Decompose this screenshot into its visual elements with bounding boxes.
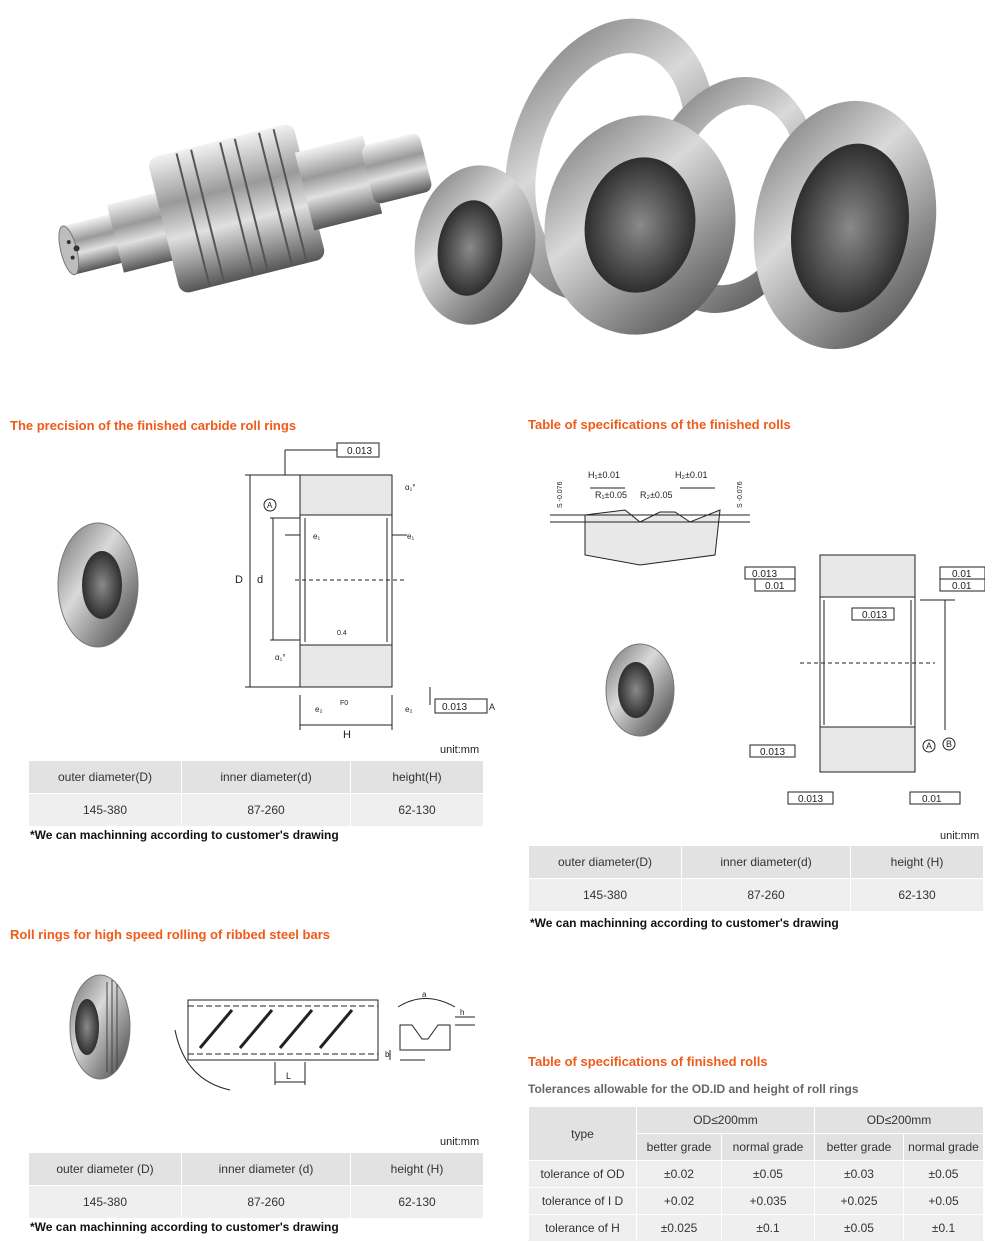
datum-a2: A [926, 741, 933, 751]
table-cell: 145-380 [529, 879, 682, 912]
table-cell: +0.025 [815, 1188, 904, 1215]
table-header: height(H) [351, 761, 484, 794]
grade-header: normal grade [722, 1134, 815, 1161]
row-label: tolerance of OD [529, 1161, 637, 1188]
table-header: height (H) [351, 1153, 484, 1186]
table-cell: ±0.02 [637, 1161, 722, 1188]
section3-unit: unit:mm [440, 1136, 480, 1148]
h1-label: H₁±0.01 [588, 470, 620, 480]
dim-L: L [286, 1071, 292, 1081]
grade-header: normal grade [904, 1134, 984, 1161]
s-label-right: S -0.076 [737, 481, 744, 508]
section2-unit: unit:mm [940, 830, 980, 842]
ring-precision-drawing [225, 440, 495, 745]
dim-H: H [343, 729, 351, 741]
table-cell: ±0.1 [722, 1215, 815, 1242]
table-cell: ±0.05 [904, 1161, 984, 1188]
row-label: tolerance of H [529, 1215, 637, 1242]
roll-section-drawing [740, 535, 985, 810]
tol-runout-l: 0.013 [760, 747, 786, 758]
section3-title: Roll rings for high speed rolling of ribbed steel bars [10, 927, 330, 942]
table-cell: +0.02 [637, 1188, 722, 1215]
table-cell: 87-260 [182, 794, 351, 827]
tolerance-table [528, 1106, 984, 1242]
table-cell: ±0.05 [815, 1215, 904, 1242]
dim-e1: e₁ [313, 532, 321, 541]
grade-header: better grade [815, 1134, 904, 1161]
tol-runout-b: 0.013 [798, 794, 824, 805]
roll-ring-photo [50, 515, 140, 655]
section1-unit: unit:mm [440, 744, 480, 756]
rib-groove-drawing [380, 985, 490, 1070]
tol-flat: 0.01 [765, 581, 785, 592]
h2-label: H₂±0.01 [675, 470, 708, 480]
section2-spec-table [528, 845, 984, 912]
hero-product-photo [0, 0, 1000, 380]
section1-title: The precision of the finished carbide roll rings [10, 418, 297, 433]
tol-flat-r: 0.01 [952, 581, 972, 592]
table-cell: ±0.025 [637, 1215, 722, 1242]
s-label-left: S -0.076 [557, 481, 564, 508]
ribbed-ring-photo [65, 970, 135, 1085]
table-header: outer diameter(D) [529, 846, 682, 879]
grooved-ring-photo [600, 640, 680, 740]
grade-header: better grade [637, 1134, 722, 1161]
table-header: inner diameter(d) [682, 846, 851, 879]
table-cell: 62-130 [851, 879, 984, 912]
table-cell: ±0.05 [722, 1161, 815, 1188]
dim-e2-right: e₂ [405, 705, 413, 714]
tol-runout: 0.013 [862, 610, 888, 621]
datum-a: A [267, 501, 273, 510]
dim-a: a [422, 990, 427, 999]
section3-spec-table [28, 1152, 484, 1219]
table-header: outer diameter (D) [29, 1153, 182, 1186]
table-header: inner diameter (d) [182, 1153, 351, 1186]
table-cell: ±0.1 [904, 1215, 984, 1242]
row-label: tolerance of I D [529, 1188, 637, 1215]
f0-label: F0 [340, 700, 349, 707]
dim-e1-right: e₁ [407, 532, 415, 541]
dim-e2: e₂ [315, 705, 323, 714]
groove-profile-drawing [550, 460, 750, 570]
table-header: outer diameter(D) [29, 761, 182, 794]
table-cell: 87-260 [182, 1186, 351, 1219]
dim-d: d [257, 574, 264, 586]
section1-note: *We can machinning according to customer's drawing [30, 828, 339, 842]
flatness-label: 0.013 [347, 446, 373, 457]
rib-pattern-drawing [170, 990, 380, 1100]
table-header: inner diameter(d) [182, 761, 351, 794]
group-header: OD≤200mm [815, 1107, 984, 1134]
table-cell: ±0.03 [815, 1161, 904, 1188]
section4-subtitle: Tolerances allowable for the OD.ID and height of roll rings [528, 1082, 859, 1096]
table-cell: 62-130 [351, 794, 484, 827]
dim-b: b [385, 1050, 390, 1059]
roughness-label: 0.4 [337, 630, 347, 637]
section4-title: Table of specifications of finished rolls [528, 1054, 768, 1069]
type-header: type [529, 1107, 637, 1161]
table-cell: +0.05 [904, 1188, 984, 1215]
flatness-a-label: 0.013 [442, 702, 468, 713]
datum-a-box: A [489, 702, 495, 712]
angle-alpha-bottom: α₁° [275, 653, 286, 662]
section1-spec-table [28, 760, 484, 827]
r1-label: R₁±0.05 [595, 490, 627, 500]
tol-perp: 0.01 [952, 569, 972, 580]
section3-note: *We can machinning according to customer's drawing [30, 1220, 339, 1234]
group-header: OD≤200mm [637, 1107, 815, 1134]
dim-D: D [235, 574, 243, 586]
section2-note: *We can machinning according to customer's drawing [530, 916, 839, 930]
datum-b2: B [946, 739, 953, 749]
tol-parallel: 0.013 [752, 569, 778, 580]
roll-rings-image [404, 0, 955, 364]
dim-h: h [460, 1008, 465, 1017]
table-cell: +0.035 [722, 1188, 815, 1215]
table-cell: 145-380 [29, 1186, 182, 1219]
roll-shaft-image [44, 93, 443, 320]
table-header: height (H) [851, 846, 984, 879]
table-cell: 145-380 [29, 794, 182, 827]
table-cell: 87-260 [682, 879, 851, 912]
r2-label: R₂±0.05 [640, 490, 673, 500]
section2-title: Table of specifications of the finished rolls [528, 417, 791, 432]
angle-alpha: α₁° [405, 483, 416, 492]
table-cell: 62-130 [351, 1186, 484, 1219]
tol-circ: 0.01 [922, 794, 942, 805]
